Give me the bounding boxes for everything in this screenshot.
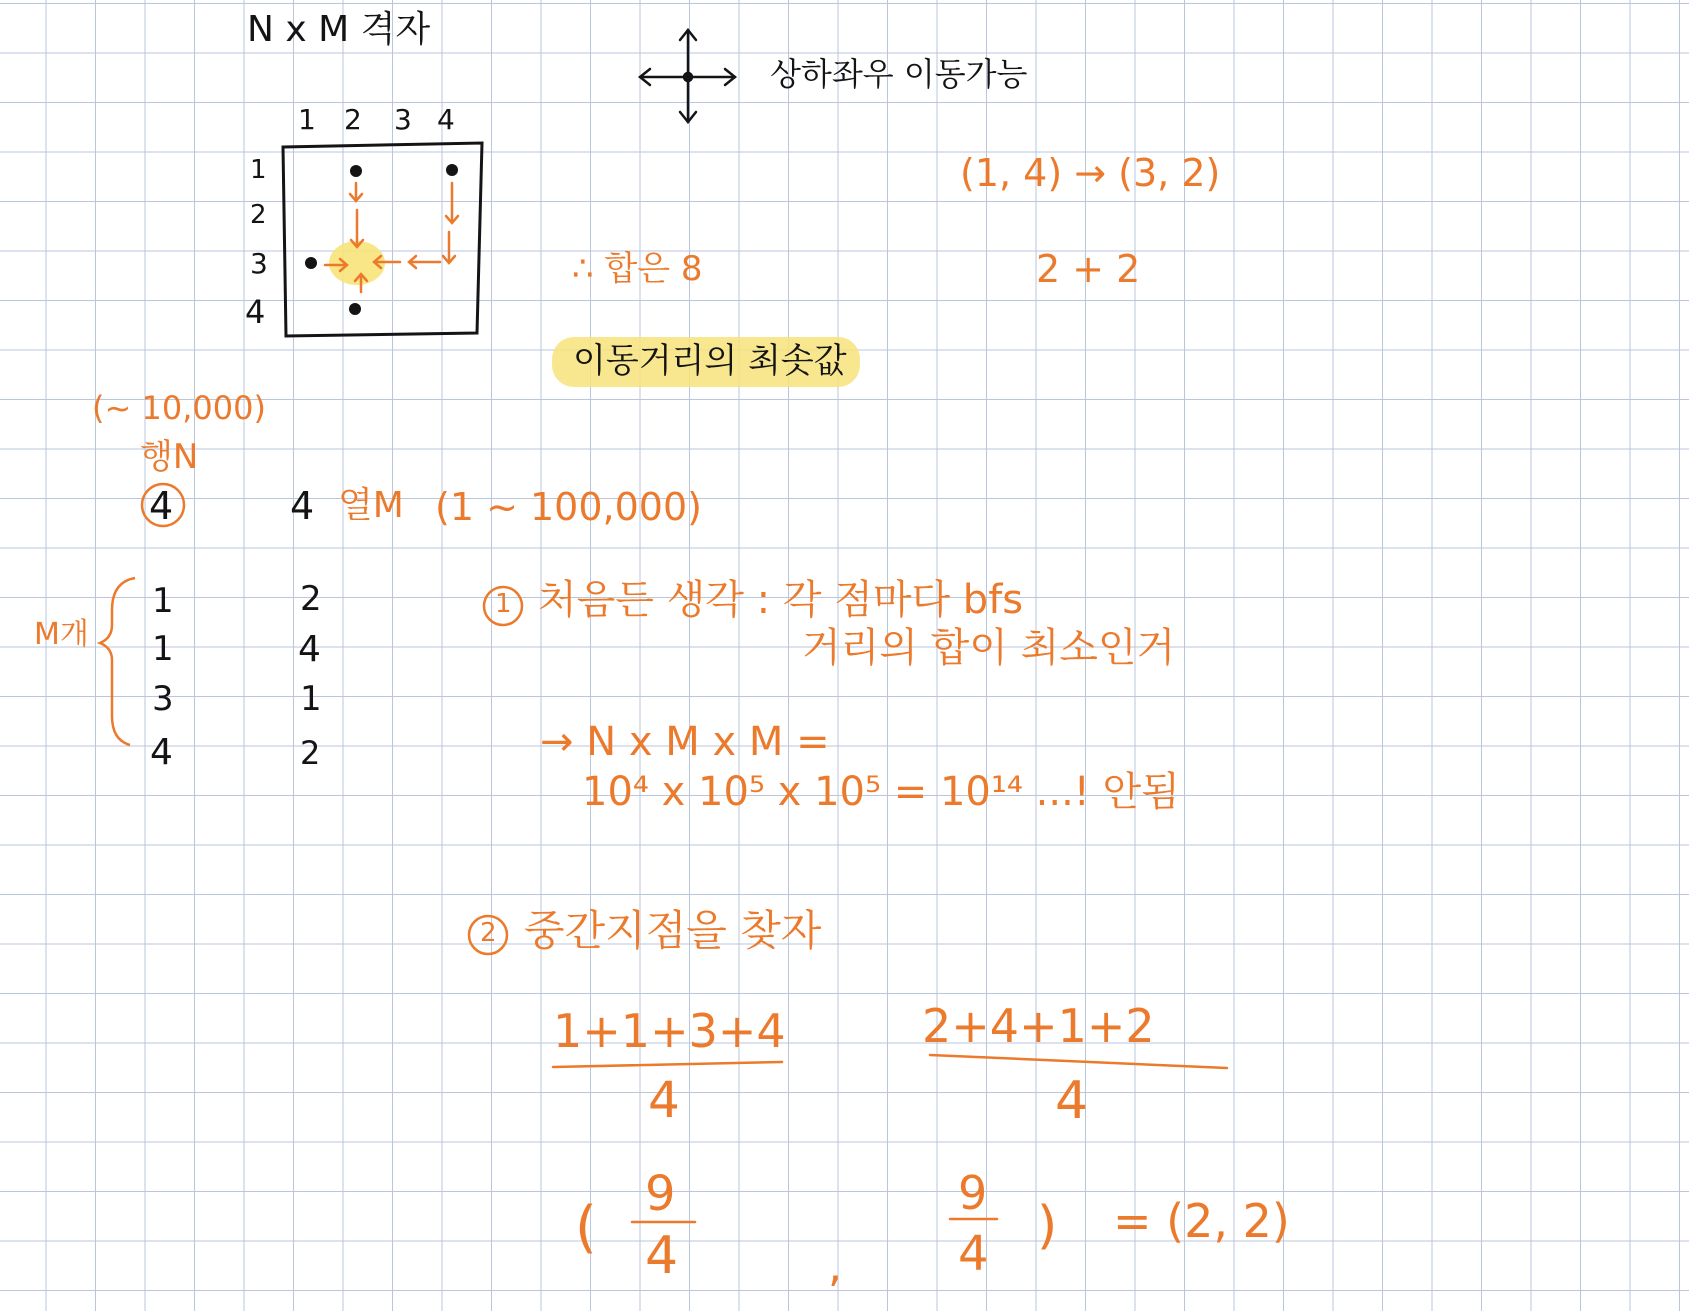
row-header-1: 1 — [250, 155, 267, 185]
point-col-2: 4 — [298, 629, 321, 670]
idea2-title: 중간지점을 찾자 — [524, 906, 822, 955]
frac2-denominator: 4 — [1055, 1071, 1089, 1131]
point-row-2: 1 — [152, 629, 174, 669]
n-label: 행N — [140, 437, 199, 477]
frac1-numerator: 1+1+3+4 — [553, 1004, 786, 1058]
point-1-4 — [446, 164, 458, 176]
conclusion: ∴ 합은 8 — [572, 249, 703, 289]
idea1-calc1: → N x M x M = — [540, 719, 830, 765]
col-header-4: 4 — [437, 103, 455, 136]
m-value: 4 — [290, 484, 315, 528]
grid-points — [305, 164, 458, 315]
point-row-4: 4 — [150, 732, 173, 773]
goal: 이동거리의 최솟값 — [573, 341, 847, 381]
row-header-3: 3 — [250, 247, 268, 280]
n-value: 4 — [149, 484, 174, 528]
n-range: (~ 10,000) — [92, 389, 266, 427]
idea1-line1: 처음든 생각 : 각 점마다 bfs — [538, 577, 1024, 623]
move-label: 상하좌우 이동가능 — [770, 55, 1028, 93]
row-header-2: 2 — [250, 200, 267, 230]
point-col-1: 2 — [300, 579, 322, 619]
example-from-to: (1, 4) → (3, 2) — [960, 151, 1221, 195]
point-col-3: 1 — [300, 679, 322, 719]
col-header-3: 3 — [394, 103, 412, 136]
result-comma: , — [828, 1241, 842, 1292]
result-den-1: 4 — [645, 1226, 679, 1286]
result-den-2: 4 — [958, 1226, 989, 1282]
idea1-line2: 거리의 합이 최소인거 — [802, 625, 1176, 671]
frac1-denominator: 4 — [648, 1071, 680, 1129]
idea1-calc2: 10⁴ x 10⁵ x 10⁵ = 10¹⁴ ...! 안됨 — [582, 769, 1180, 815]
heading: N x M 격자 — [247, 9, 431, 50]
result-close-paren: ) — [1037, 1196, 1058, 1256]
point-3-1 — [305, 257, 317, 269]
point-1-2 — [350, 165, 362, 177]
frac2-numerator: 2+4+1+2 — [922, 999, 1155, 1053]
points-brace — [100, 578, 135, 745]
result-equals: = (2, 2) — [1113, 1194, 1290, 1248]
m-range: (1 ~ 100,000) — [435, 485, 702, 529]
brace-label: M개 — [34, 617, 89, 652]
idea1-number: 1 — [495, 589, 512, 619]
point-col-4: 2 — [300, 734, 321, 772]
result-num-1: 9 — [645, 1166, 676, 1222]
point-row-3: 3 — [152, 679, 174, 719]
move-arrows-icon — [640, 30, 735, 122]
result-num-2: 9 — [958, 1166, 988, 1220]
point-row-1: 1 — [152, 581, 174, 621]
col-header-2: 2 — [344, 103, 362, 136]
row-header-4: 4 — [245, 293, 266, 331]
m-label: 열M — [338, 485, 404, 526]
point-4-2 — [349, 303, 361, 315]
example-sum: 2 + 2 — [1036, 247, 1141, 291]
result-open-paren: ( — [575, 1195, 597, 1260]
col-header-1: 1 — [298, 103, 316, 136]
idea2-number: 2 — [480, 918, 497, 948]
